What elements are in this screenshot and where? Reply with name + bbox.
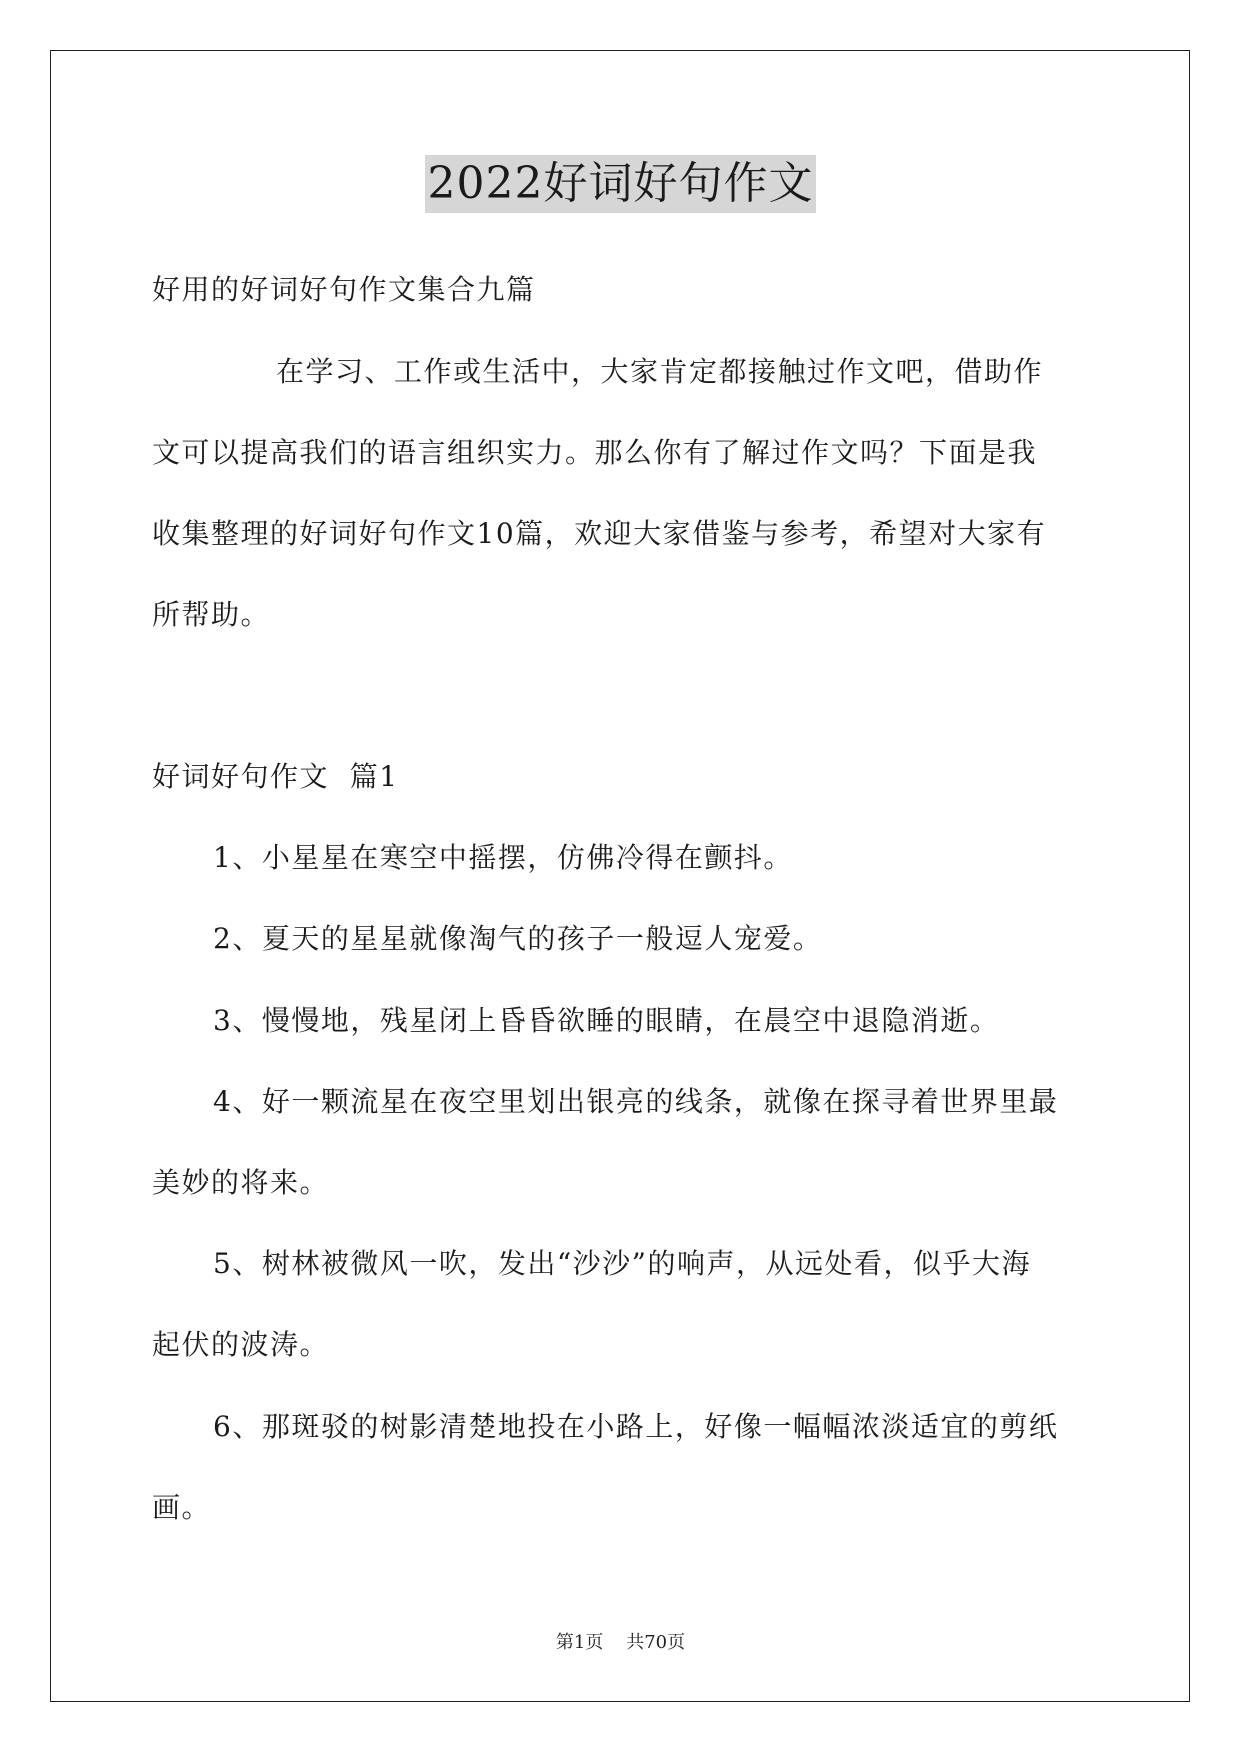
page-footer: 第1页 共70页 <box>555 1632 686 1653</box>
list-item: 2、夏天的星星就像淘气的孩子一般逗人宠爱。 <box>213 922 823 955</box>
list-item: 5、树林被微风一吹，发出“沙沙”的响声，从远处看，似乎大海 <box>213 1247 1031 1280</box>
list-item: 1、小星星在寒空中摇摆，仿佛冷得在颤抖。 <box>213 841 793 874</box>
intro-line: 在学习、工作或生活中，大家肯定都接触过作文吧，借助作 <box>276 355 1044 388</box>
section-heading: 好词好句作文 篇1 <box>152 760 399 793</box>
title-container <box>0 155 1241 213</box>
list-item: 4、好一颗流星在夜空里划出银亮的线条，就像在探寻着世界里最 <box>213 1085 1059 1118</box>
document-title: 2022好词好句作文 <box>425 155 817 213</box>
list-item: 3、慢慢地，残星闭上昏昏欲睡的眼睛，在晨空中退隐消逝。 <box>213 1004 1000 1037</box>
list-item-continued: 起伏的波涛。 <box>152 1328 330 1361</box>
intro-line: 收集整理的好词好句作文10篇，欢迎大家借鉴与参考，希望对大家有 <box>152 517 1047 550</box>
list-item-continued: 美妙的将来。 <box>152 1166 330 1199</box>
document-subtitle: 好用的好词好句作文集合九篇 <box>152 273 536 306</box>
list-item-continued: 画。 <box>152 1491 212 1524</box>
intro-line: 文可以提高我们的语言组织实力。那么你有了解过作文吗？下面是我 <box>152 436 1038 469</box>
intro-line: 所帮助。 <box>152 598 271 631</box>
list-item: 6、那斑驳的树影清楚地投在小路上，好像一幅幅浓淡适宜的剪纸 <box>213 1410 1059 1443</box>
